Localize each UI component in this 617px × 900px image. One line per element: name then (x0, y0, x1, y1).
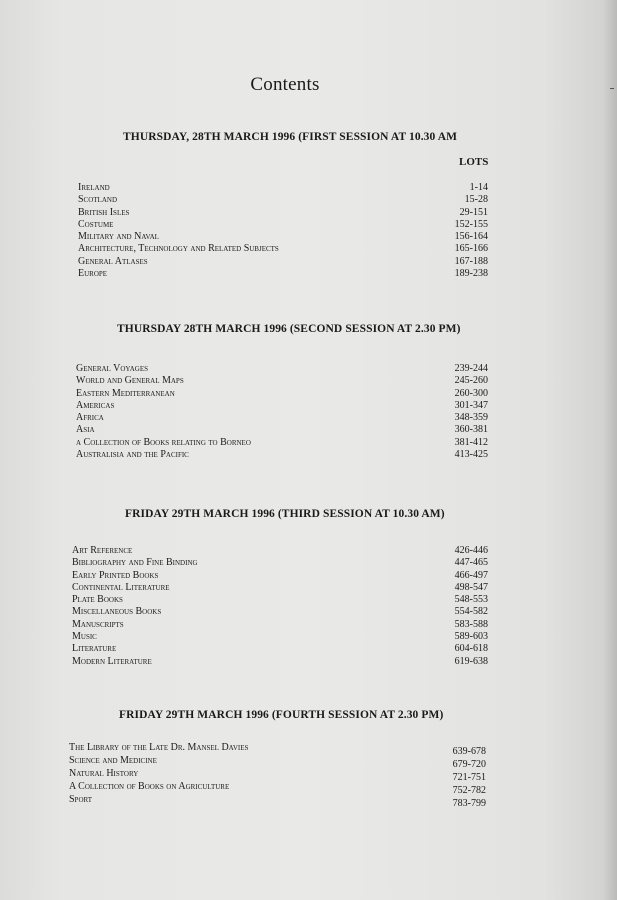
item-lots: 381-412 (454, 436, 488, 448)
item-label: A Collection of Books on Agriculture (69, 781, 230, 792)
page-edge-shadow (603, 0, 617, 900)
list-item (69, 768, 490, 781)
item-label: Eastern Mediterranean (76, 387, 175, 399)
item-label: British Isles (78, 206, 130, 218)
list-item (69, 781, 490, 794)
item-label: Asia (76, 424, 95, 436)
list-item (69, 742, 490, 755)
list-item (72, 656, 490, 668)
item-label: a Collection of Books relating to Borneo (76, 436, 251, 448)
item-lots: 589-603 (454, 631, 488, 643)
item-lots: 498-547 (454, 581, 488, 593)
item-lots: 29-151 (459, 206, 488, 218)
item-label: Manuscripts (72, 618, 124, 630)
item-lots: 752-782 (452, 785, 486, 796)
item-label: The Library of the Late Dr. Mansel Davies (69, 742, 249, 753)
item-label: General Atlases (78, 255, 148, 267)
list-item (78, 231, 490, 243)
item-label: Modern Literature (72, 655, 152, 667)
item-label: Art Reference (72, 545, 133, 556)
page-title: Contents (250, 74, 320, 95)
list-item (78, 194, 490, 206)
item-lots: 721-751 (452, 772, 486, 783)
list-item (76, 388, 490, 400)
item-label: Literature (72, 643, 117, 655)
session-heading-third: FRIDAY 29TH MARCH 1996 (THIRD SESSION AT 10.30 AM) (125, 508, 445, 520)
item-lots: 426-446 (454, 545, 488, 556)
list-item (72, 606, 490, 618)
item-label: Europe (78, 268, 108, 280)
list-item (72, 643, 490, 655)
item-lots: 1-14 (469, 182, 488, 193)
session-list-second (76, 363, 490, 461)
list-item (78, 256, 490, 268)
page-mark (610, 88, 614, 89)
list-item (72, 570, 490, 582)
list-item (76, 363, 490, 375)
list-item (69, 794, 490, 807)
session-list-fourth (69, 742, 490, 807)
item-lots: 245-260 (454, 375, 488, 387)
item-label: Costume (78, 218, 114, 230)
item-lots: 619-638 (454, 655, 488, 667)
item-lots: 167-188 (454, 255, 488, 267)
item-label: Scotland (78, 194, 118, 206)
item-label: Bibliography and Fine Binding (72, 557, 198, 569)
list-item (78, 182, 490, 194)
session-heading-second: THURSDAY 28TH MARCH 1996 (SECOND SESSION AT 2.30 PM) (117, 323, 461, 335)
item-lots: 548-553 (454, 594, 488, 606)
item-lots: 447-465 (454, 557, 488, 569)
item-label: Africa (76, 412, 104, 424)
item-lots: 156-164 (454, 231, 488, 243)
list-item (78, 268, 490, 280)
item-lots: 152-155 (454, 218, 488, 230)
item-label: Science and Medicine (69, 755, 157, 766)
list-item (76, 400, 490, 412)
list-item (72, 631, 490, 643)
item-lots: 348-359 (454, 412, 488, 424)
item-label: Plate Books (72, 594, 123, 606)
session-heading-fourth: FRIDAY 29TH MARCH 1996 (FOURTH SESSION AT 2.30 PM) (119, 709, 444, 721)
item-label: Australisia and the Pacific (76, 449, 189, 461)
item-lots: 189-238 (454, 268, 488, 280)
list-item (72, 545, 490, 557)
list-item (76, 437, 490, 449)
list-item (76, 449, 490, 461)
item-lots: 301-347 (454, 399, 488, 411)
list-item (76, 375, 490, 387)
list-item (72, 619, 490, 631)
list-item (76, 424, 490, 436)
session-heading-first: THURSDAY, 28TH MARCH 1996 (FIRST SESSION AT 10.30 AM (123, 131, 458, 143)
list-item (72, 582, 490, 594)
item-label: Ireland (78, 182, 110, 193)
item-lots: 15-28 (464, 194, 488, 206)
list-item (69, 755, 490, 768)
item-lots: 360-381 (454, 424, 488, 436)
list-item (78, 243, 490, 255)
item-label: Sport (69, 794, 93, 805)
item-lots: 783-799 (452, 798, 486, 809)
item-label: Continental Literature (72, 581, 170, 593)
list-item (78, 219, 490, 231)
item-lots: 466-497 (454, 569, 488, 581)
item-lots: 239-244 (454, 363, 488, 374)
session-list-third (72, 545, 490, 668)
session-list-first (78, 182, 490, 280)
item-label: Natural History (69, 768, 139, 779)
item-label: Architecture, Technology and Related Subjects (78, 243, 279, 255)
item-label: General Voyages (76, 363, 148, 374)
item-lots: 554-582 (454, 606, 488, 618)
item-lots: 165-166 (454, 243, 488, 255)
item-lots: 679-720 (452, 759, 486, 770)
item-label: Americas (76, 399, 115, 411)
item-label: World and General Maps (76, 375, 184, 387)
item-lots: 583-588 (454, 618, 488, 630)
list-item (76, 412, 490, 424)
item-label: Miscellaneous Books (72, 606, 162, 618)
list-item (78, 207, 490, 219)
item-lots: 604-618 (454, 643, 488, 655)
item-label: Military and Naval (78, 231, 159, 243)
item-label: Music (72, 631, 97, 643)
item-lots: 639-678 (452, 746, 486, 757)
lots-column-header: LOTS (459, 156, 489, 168)
item-label: Early Printed Books (72, 569, 159, 581)
list-item (72, 594, 490, 606)
list-item (72, 557, 490, 569)
item-lots: 260-300 (454, 387, 488, 399)
item-lots: 413-425 (454, 449, 488, 461)
